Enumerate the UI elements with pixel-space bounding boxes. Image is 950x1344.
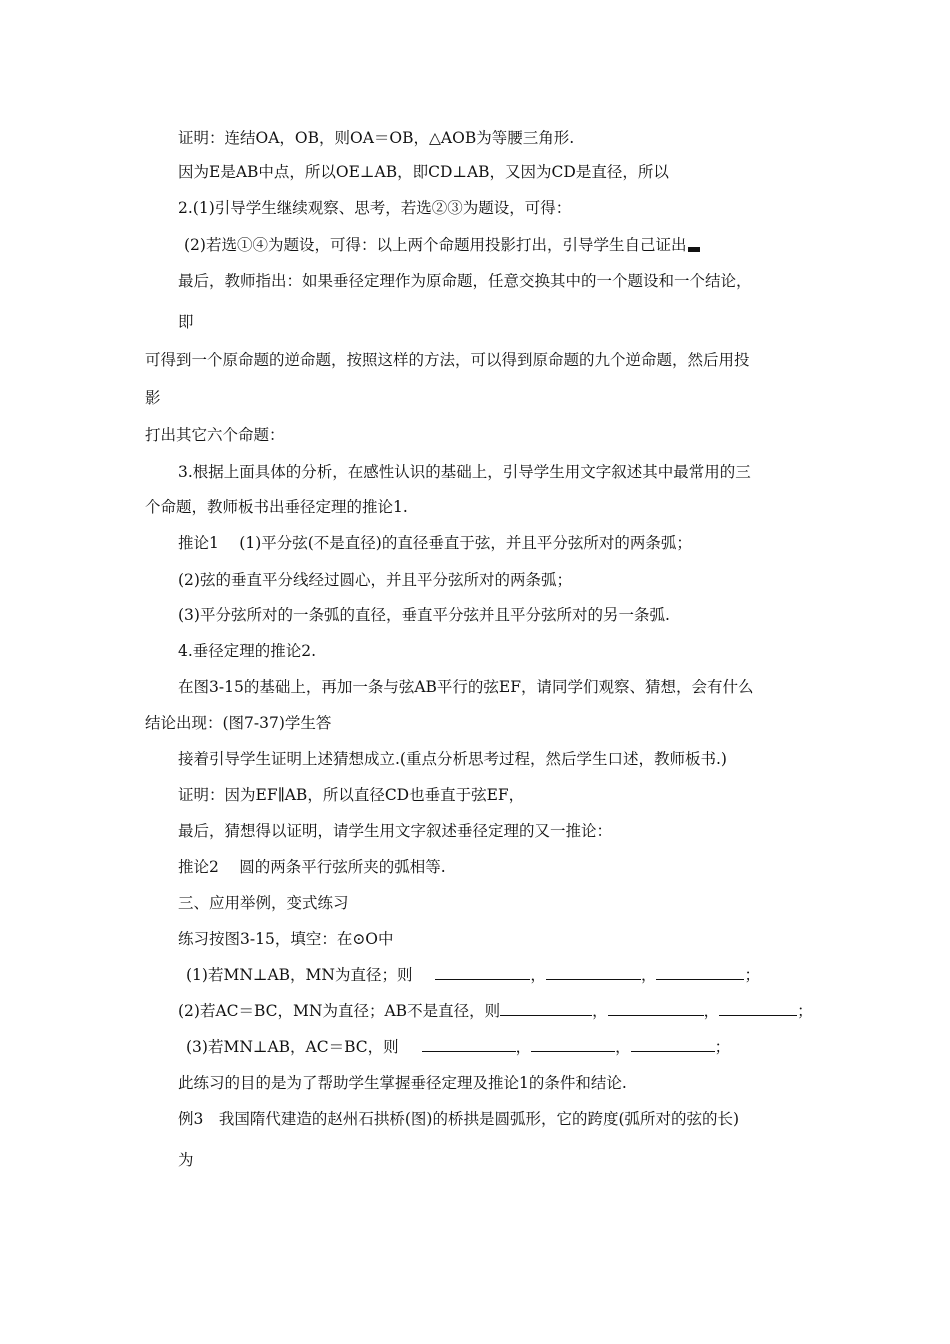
exercise-item-1 [186, 965, 760, 985]
text-line: 个命题，教师板书出垂径定理的推论1. [145, 498, 408, 516]
separator: ， [703, 1002, 720, 1020]
text-line: 推论2 圆的两条平行弦所夹的弧相等. [178, 858, 446, 876]
text-line-content: (2)若选①④为题设，可得：以上两个命题用投影打出，引导学生自己证出 [184, 236, 687, 254]
separator: ， [615, 1038, 631, 1056]
separator: ， [640, 966, 657, 984]
separator: ， [592, 1002, 608, 1020]
answer-blank[interactable] [500, 1001, 592, 1016]
text-line: 因为E是AB中点，所以OE⊥AB，即CD⊥AB，又因为CD是直径，所以 [178, 163, 669, 181]
text-line: 可得到一个原命题的逆命题，按照这样的方法，可以得到原命题的九个逆命题，然后用投 [145, 351, 750, 369]
exercise-item-2 [178, 1001, 813, 1021]
separator: ， [515, 1038, 532, 1056]
text-line: (2)弦的垂直平分线经过圆心，并且平分弦所对的两条弧； [178, 571, 572, 589]
answer-blank[interactable] [531, 1037, 615, 1052]
separator: ； [797, 1002, 813, 1020]
exercise-item-3 [186, 1037, 730, 1057]
answer-blank[interactable] [422, 1037, 516, 1052]
answer-blank[interactable] [435, 965, 530, 980]
separator: ； [714, 1038, 731, 1056]
text-line: 影 [145, 389, 161, 407]
answer-blank[interactable] [656, 965, 744, 980]
text-line: 结论出现：(图7-37)学生答 [145, 714, 332, 732]
separator: ； [744, 966, 760, 984]
text-line: 即 [178, 313, 194, 331]
answer-blank[interactable] [719, 1001, 797, 1016]
text-line [184, 235, 700, 255]
ink-mark [688, 247, 700, 252]
text-line: 此练习的目的是为了帮助学生掌握垂径定理及推论1的条件和结论. [178, 1074, 627, 1092]
text-line: 打出其它六个命题： [145, 426, 285, 444]
text-line: 最后，猜想得以证明，请学生用文字叙述垂径定理的又一推论： [178, 822, 613, 840]
text-line: 证明：因为EF∥AB，所以直径CD也垂直于弦EF， [178, 786, 525, 804]
text-line: 最后，教师指出：如果垂径定理作为原命题，任意交换其中的一个题设和一个结论， [178, 272, 752, 290]
text-line: 为 [178, 1151, 194, 1169]
exercise-prompt: (2)若AC＝BC，MN为直径；AB不是直径，则 [178, 1002, 501, 1020]
text-line: 3.根据上面具体的分析，在感性认识的基础上，引导学生用文字叙述其中最常用的三 [178, 463, 751, 481]
separator: ， [530, 966, 546, 984]
text-line: 练习按图3-15，填空：在⊙O中 [178, 930, 394, 948]
text-line: 2.(1)引导学生继续观察、思考，若选②③为题设，可得： [178, 199, 572, 217]
text-line: 接着引导学生证明上述猜想成立.(重点分析思考过程，然后学生口述，教师板书.) [178, 750, 727, 768]
exercise-prompt: (3)若MN⊥AB，AC＝BC，则 [186, 1038, 399, 1056]
answer-blank[interactable] [631, 1037, 715, 1052]
text-line: 例3 我国隋代建造的赵州石拱桥(图)的桥拱是圆弧形，它的跨度(弧所对的弦的长) [178, 1110, 740, 1128]
answer-blank[interactable] [608, 1001, 704, 1016]
text-line: 在图3-15的基础上，再加一条与弦AB平行的弦EF，请同学们观察、猜想，会有什么 [178, 678, 754, 696]
text-line: (3)平分弦所对的一条弧的直径，垂直平分弦并且平分弦所对的另一条弧. [178, 606, 670, 624]
text-line: 证明：连结OA，OB，则OA＝OB，△AOB为等腰三角形. [178, 129, 575, 147]
text-line: 推论1 (1)平分弦(不是直径)的直径垂直于弦，并且平分弦所对的两条弧； [178, 534, 692, 552]
text-line: 三、应用举例，变式练习 [178, 894, 349, 912]
text-line: 4.垂径定理的推论2. [178, 642, 317, 660]
answer-blank[interactable] [546, 965, 641, 980]
exercise-prompt: (1)若MN⊥AB，MN为直径；则 [186, 966, 413, 984]
